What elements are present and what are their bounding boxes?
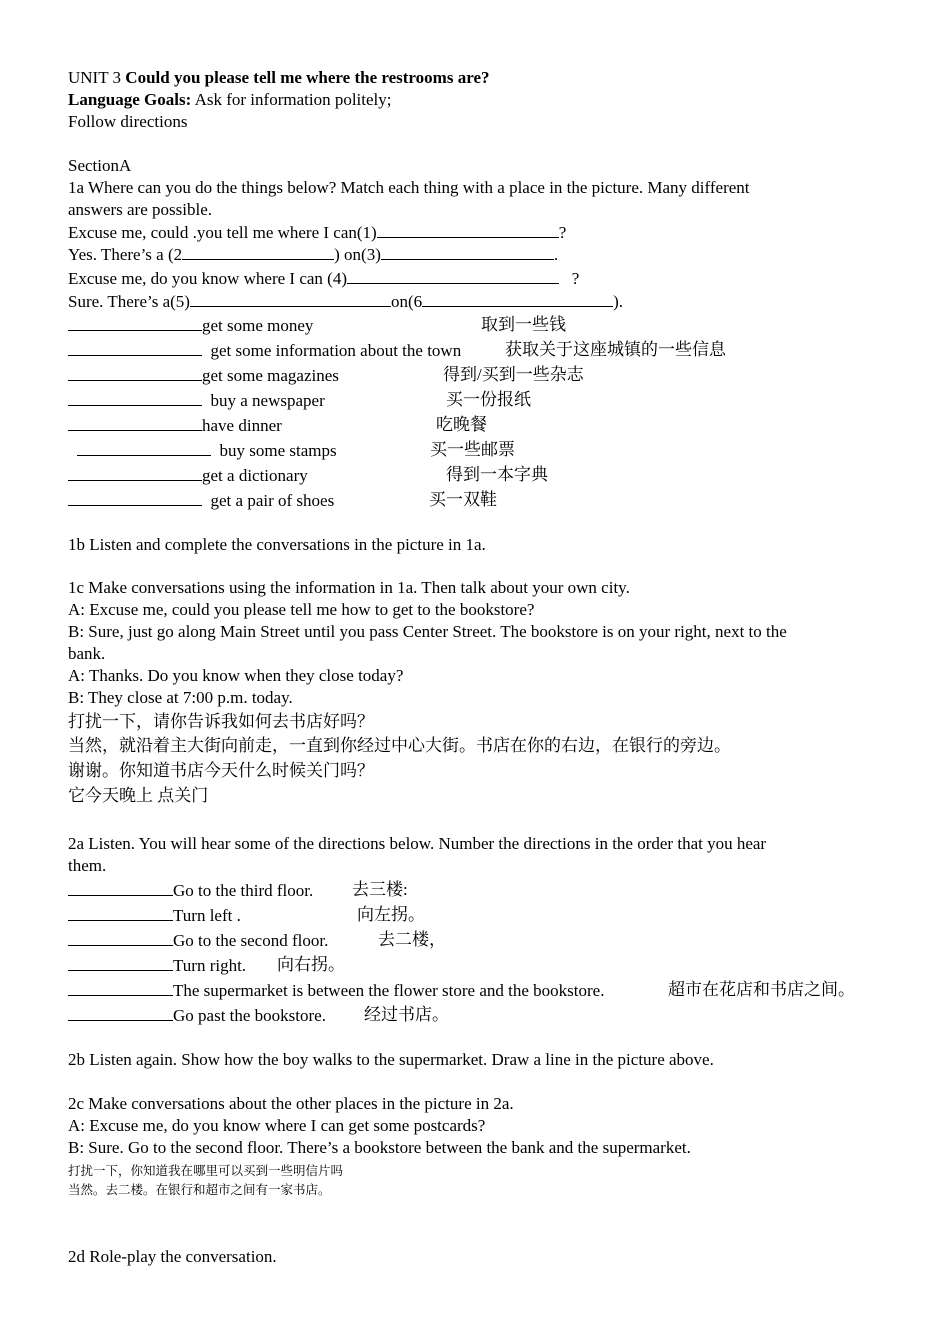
dialog-2c-a: A: Excuse me, do you know where I can get some postcards? (68, 1116, 486, 1135)
instruction-2d: 2d Role-play the conversation. (68, 1247, 277, 1266)
dialog-1c-a1: A: Excuse me, could you please tell me how to get to the bookstore? (68, 600, 535, 619)
conv4-mid: on(6 (390, 292, 423, 311)
answer-blank-1[interactable] (377, 221, 559, 238)
conversation-line-3 (68, 267, 579, 290)
match-blank[interactable] (68, 414, 202, 431)
direction-item-5 (68, 979, 604, 1002)
goals-line1: Ask for information politely; (194, 90, 392, 109)
item-1-zh: 取到一些钱 (481, 315, 566, 334)
conv2-end: . (553, 245, 559, 264)
order-blank[interactable] (68, 904, 173, 921)
match-blank[interactable] (68, 364, 202, 381)
direction-5-zh: 超市在花店和书店之间。 (668, 980, 855, 999)
conv3-end: ? (571, 269, 580, 288)
dialog-2c-b: B: Sure. Go to the second floor. There’s a bookstore between the bank and the supermarket. (68, 1138, 691, 1157)
goals-line2: Follow directions (68, 112, 188, 131)
instruction-2b: 2b Listen again. Show how the boy walks to the supermarket. Draw a line in the picture above. (68, 1050, 714, 1069)
direction-item-3 (68, 929, 328, 952)
item-4-zh: 买一份报纸 (446, 390, 531, 409)
match-blank[interactable] (68, 464, 202, 481)
conversation-line-4 (68, 290, 623, 313)
item-en: get some information about the town (210, 341, 462, 360)
direction-en: The supermarket is between the flower store and the bookstore. (173, 981, 605, 1000)
direction-en: Turn left . (173, 906, 241, 925)
item-en: get a dictionary (202, 466, 308, 485)
instruction-1a-line2: answers are possible. (68, 200, 212, 219)
match-blank[interactable] (68, 389, 202, 406)
item-en: buy some stamps (219, 441, 337, 460)
match-item-7 (68, 464, 308, 487)
answer-blank-4[interactable] (347, 267, 559, 284)
dialog-1c-b2: B: They close at 7:00 p.m. today. (68, 688, 293, 707)
match-item-4 (68, 389, 325, 412)
item-2-zh: 获取关于这座城镇的一些信息 (505, 340, 726, 359)
order-blank[interactable] (68, 879, 173, 896)
instruction-1a-line1: 1a Where can you do the things below? Match each thing with a place in the picture. Many different (68, 178, 750, 197)
conversation-line-2 (68, 243, 558, 266)
direction-2-zh: 向左拐。 (357, 905, 425, 924)
instruction-1c: 1c Make conversations using the information in 1a. Then talk about your own city. (68, 578, 630, 597)
order-blank[interactable] (68, 954, 173, 971)
direction-en: Turn right. (173, 956, 247, 975)
match-item-3 (68, 364, 339, 387)
item-en: get some money (202, 316, 314, 335)
conv4-text: Sure. There’s a(5) (68, 292, 190, 311)
dialog-1c-zh1: 打扰一下，请你告诉我如何去书店好吗？ (68, 712, 374, 731)
direction-item-4 (68, 954, 246, 977)
answer-blank-5[interactable] (190, 290, 391, 307)
item-6-zh: 买一些邮票 (430, 440, 515, 459)
direction-item-6 (68, 1004, 326, 1027)
instruction-2a-line2: them. (68, 856, 107, 875)
conv2-mid: ) on(3) (334, 245, 381, 264)
match-item-2 (68, 339, 461, 362)
unit-question: Could you please tell me where the restrooms are? (125, 68, 490, 87)
conv2-text: Yes. There’s a (2 (68, 245, 183, 264)
dialog-1c-zh4: 它今天晚上 点关门 (68, 786, 209, 805)
goals-label: Language Goals: (68, 90, 192, 109)
conv4-end: ). (613, 292, 624, 311)
dialog-1c-b1-line1: B: Sure, just go along Main Street until you pass Center Street. The bookstore is on your right, next to the (68, 622, 787, 641)
answer-blank-6[interactable] (422, 290, 613, 307)
dialog-1c-b1-line2: bank. (68, 644, 106, 663)
order-blank[interactable] (68, 929, 173, 946)
direction-6-zh: 经过书店。 (364, 1005, 449, 1024)
item-5-zh: 吃晚餐 (436, 415, 487, 434)
direction-4-zh: 向右拐。 (277, 955, 345, 974)
unit-number: UNIT 3 (68, 68, 122, 87)
direction-en: Go to the third floor. (173, 881, 314, 900)
match-blank[interactable] (68, 489, 202, 506)
order-blank[interactable] (68, 979, 173, 996)
item-3-zh: 得到/买到一些杂志 (443, 365, 584, 384)
unit-title (68, 67, 490, 89)
item-en: get some magazines (202, 366, 339, 385)
conversation-line-1 (68, 221, 566, 244)
dialog-2c-zh2: 当然。去二楼。在银行和超市之间有一家书店。 (68, 1183, 331, 1197)
match-blank[interactable] (68, 339, 202, 356)
direction-item-1 (68, 879, 313, 902)
match-item-1 (68, 314, 313, 337)
conv1-text: Excuse me, could .you tell me where I can(1) (68, 223, 377, 242)
conv1-end: ? (558, 223, 567, 242)
answer-blank-3[interactable] (381, 243, 554, 260)
match-blank[interactable] (77, 439, 211, 456)
direction-en: Go past the bookstore. (173, 1006, 326, 1025)
language-goals (68, 89, 391, 111)
match-blank[interactable] (68, 314, 202, 331)
direction-3-zh: 去二楼， (378, 930, 446, 949)
direction-item-2 (68, 904, 241, 927)
dialog-1c-zh2: 当然，就沿着主大街向前走，一直到你经过中心大街。书店在你的右边，在银行的旁边。 (68, 736, 731, 755)
item-8-zh: 买一双鞋 (429, 490, 497, 509)
item-7-zh: 得到一本字典 (446, 465, 548, 484)
order-blank[interactable] (68, 1004, 173, 1021)
dialog-2c-zh1: 打扰一下，你知道我在哪里可以买到一些明信片吗 (68, 1164, 344, 1178)
item-en: get a pair of shoes (210, 491, 335, 510)
dialog-1c-a2: A: Thanks. Do you know when they close today? (68, 666, 404, 685)
instruction-1b: 1b Listen and complete the conversations in the picture in 1a. (68, 535, 486, 554)
instruction-2c: 2c Make conversations about the other places in the picture in 2a. (68, 1094, 514, 1113)
direction-1-zh: 去三楼: (352, 880, 408, 899)
match-item-5 (68, 414, 282, 437)
item-en: buy a newspaper (210, 391, 325, 410)
section-heading: SectionA (68, 156, 132, 175)
answer-blank-2[interactable] (182, 243, 334, 260)
match-item-6 (77, 439, 337, 462)
dialog-1c-zh3: 谢谢。你知道书店今天什么时候关门吗？ (68, 761, 374, 780)
match-item-8 (68, 489, 334, 512)
direction-en: Go to the second floor. (173, 931, 329, 950)
conv3-text: Excuse me, do you know where I can (4) (68, 269, 347, 288)
item-en: have dinner (202, 416, 282, 435)
instruction-2a-line1: 2a Listen. You will hear some of the directions below. Number the directions in the order that you hear (68, 834, 767, 853)
